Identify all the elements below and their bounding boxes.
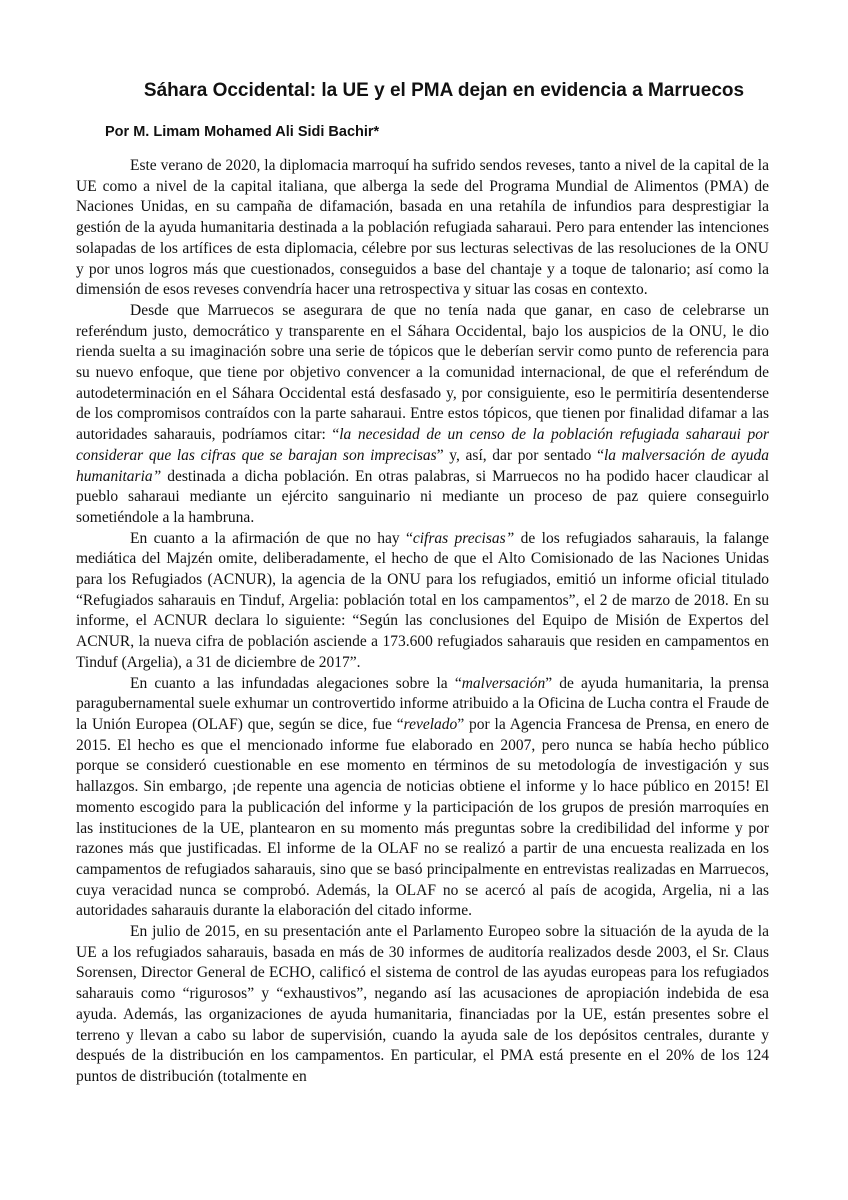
text-segment: ” de ayuda humanitaria, la prensa paragubernamental suele exhumar un controvertido informe atribuido a la Oficina de Lucha contra el Fraude de la Unión Europea (OLAF) que, según se dice, fue “ (76, 674, 770, 733)
italic-quote: la necesidad de un censo de la población refugiada saharaui por considerar que las cifras que se barajan son imprecisas (76, 426, 769, 464)
paragraph-3 (76, 529, 769, 674)
paragraph-4 (76, 674, 769, 922)
text-segment: destinada a dicha población. En otras palabras, si Marruecos no ha podido hacer claudicar al pueblo saharaui mediante un ejército sanguinario ni mediante un proceso de paz quiere conseguirlo sometiéndole a la hambruna. (76, 467, 769, 526)
article-body (76, 156, 769, 1088)
text-segment: En cuanto a la afirmación de que no hay “ (130, 529, 413, 547)
article-title: Sáhara Occidental: la UE y el PMA dejan en evidencia a Marruecos (143, 80, 745, 101)
author-byline: Por M. Limam Mohamed Ali Sidi Bachir* (105, 124, 380, 140)
text-segment: de los refugiados saharauis, la falange mediática del Majzén omite, deliberadamente, el hecho de que el Alto Comisionado de las Naciones Unidas para los Refugiados (ACNUR), la agencia de la ONU para los refugiados, emitió un informe oficial titulado “Refugiados saharauis en Tinduf, Argelia: población total en los campamentos”, el 2 de marzo de 2018. En su informe, el ACNUR declara lo siguiente: “Según las conclusiones del Equipo de Misión de Expertos del ACNUR, la nueva cifra de población asciende a 173.600 refugiados saharauis que residen en campamentos en Tinduf (Argelia), a 31 de diciembre de 2017”. (76, 529, 769, 671)
text-segment: Desde que Marruecos se asegurara de que no tenía nada que ganar, en caso de celebrarse un referéndum justo, democrático y transparente en el Sáhara Occidental, bajo los auspicios de la ONU, le dio rienda suelta a su imaginación sobre una serie de tópicos que le deberían servir como punto de referencia para su nuevo enfoque, que tiene por objetivo convencer a la comunidad internacional, de que el referéndum de autodeterminación en el Sáhara Occidental está desfasado y, por consiguiente, eso le permitiría desentenderse de los compromisos contraídos con la parte saharaui. Entre estos tópicos, que tienen por finalidad difamar a las autoridades saharauis, podríamos citar: “ (76, 301, 769, 444)
text-segment: ” y, así, dar por sentado “ (436, 446, 604, 464)
italic-quote: cifras precisas” (412, 529, 515, 547)
text-segment: En cuanto a las infundadas alegaciones sobre la “ (130, 674, 462, 692)
italic-quote: malversación (461, 674, 546, 692)
paragraph-5: En julio de 2015, en su presentación ante el Parlamento Europeo sobre la situación de la ayuda de la UE a los refugiados saharauis, basada en más de 30 informes de auditoría realizados desde 2003, el Sr. Claus Sorensen, Director General de ECHO, calificó el sistema de control de las ayudas europeas para los refugiados saharauis como “rigurosos” y “exhaustivos”, negando así las acusaciones de apropiación indebida de esa ayuda. Además, las organizaciones de ayuda humanitaria, financiadas por la UE, están presentes sobre el terreno y llevan a cabo su labor de supervisión, cuando la ayuda sale de los depósitos centrales, durante y después de la distribución en los campamentos. En particular, el PMA está presente en el 20% de los 124 puntos de distribución (totalmente en (76, 923, 769, 1085)
paragraph-1: Este verano de 2020, la diplomacia marroquí ha sufrido sendos reveses, tanto a nivel de la capital de la UE como a nivel de la capital italiana, que alberga la sede del Programa Mundial de Alimentos (PMA) de Naciones Unidas, en su campaña de difamación, basada en una retahíla de infundios para desprestigiar la gestión de la ayuda humanitaria destinada a la población refugiada saharaui. Pero para entender las intenciones solapadas de los artífices de esta diplomacia, célebre por sus lecturas selectivas de las resoluciones de la ONU y por unos logros más que cuestionados, conseguidos a base del chantaje y a toque de talonario; así como la dimensión de esos reveses convendría hacer una retrospectiva y situar las cosas en contexto. (76, 157, 769, 299)
italic-quote: revelado (403, 715, 458, 733)
italic-quote: la malversación de ayuda humanitaria” (76, 446, 770, 485)
paragraph-2 (76, 301, 769, 529)
text-segment: ” por la Agencia Francesa de Prensa, en enero de 2015. El hecho es que el mencionado informe fue elaborado en 2007, pero nunca se había hecho público porque se consideró cuestionable en ese momento en términos de su metodología de investigación y sus hallazgos. Sin embargo, ¡de repente una agencia de noticias obtiene el informe y lo hace público en 2015! El momento escogido para la publicación del informe y la participación de los grupos de presión marroquíes en las instituciones de la UE, plantearon en su momento más preguntas sobre la credibilidad del informe y por razones más que justificadas. El informe de la OLAF no se realizó a partir de una encuesta realizada en los campamentos de refugiados saharauis, sino que se basó principalmente en entrevistas realizadas en Marruecos, cuya veracidad nunca se comprobó. Además, la OLAF no se acercó al país de acogida, Argelia, ni a las autoridades saharauis durante la elaboración del citado informe. (76, 715, 769, 920)
